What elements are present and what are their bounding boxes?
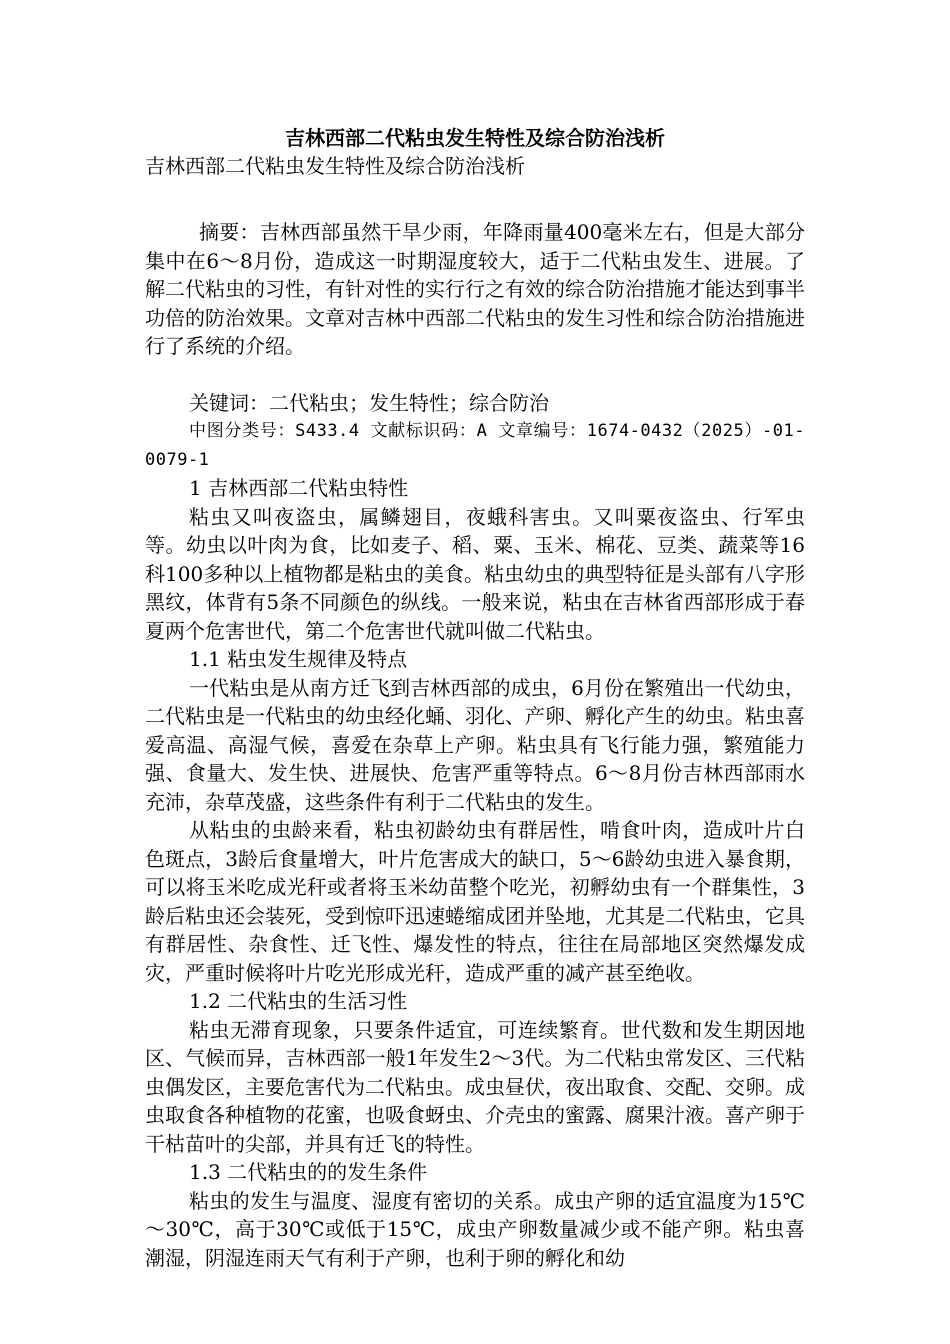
section-1-1-heading: 1.1 粘虫发生规律及特点 — [189, 647, 408, 671]
keywords-line: 关键词：二代粘虫；发生特性；综合防治 — [189, 390, 549, 415]
section-1-3-paragraph: 粘虫的发生与温度、湿度有密切的关系。成虫产卵的适宜温度为15℃～30℃，高于30℃或低于15℃，成虫产卵数量减少或不能产卵。粘虫喜潮湿，阴湿连雨天气有利于产卵，也利于卵的孵化和幼 — [145, 1188, 805, 1270]
classification-line: 中图分类号：S433.4 文献标识码：A 文章编号：1674-0432（2025）-01-0079-1 — [145, 421, 805, 470]
document-page — [145, 124, 805, 1272]
section-1-paragraph: 粘虫又叫夜盗虫，属鳞翅目，夜蛾科害虫。又叫粟夜盗虫、行军虫等。幼虫以叶肉为食，比如麦子、稻、粟、玉米、棉花、豆类、蔬菜等16科100多种以上植物都是粘虫的美食。粘虫幼虫的典型特征是头部有八字形黑纹，体背有5条不同颜色的纵线。一般来说，粘虫在吉林省西部形成于春夏两个危害世代，第二个危害世代就叫做二代粘虫。 — [145, 504, 805, 643]
section-1-heading: 1 吉林西部二代粘虫特性 — [189, 476, 409, 500]
section-1-1-paragraph-1: 一代粘虫是从南方迁飞到吉林西部的成虫，6月份在繁殖出一代幼虫，二代粘虫是一代粘虫的幼虫经化蛹、羽化、产卵、孵化产生的幼虫。粘虫喜爱高温、高湿气候，喜爱在杂草上产卵。粘虫具有飞行能力强，繁殖能力强、食量大、发生快、进展快、危害严重等特点。6～8月份吉林西部雨水充沛，杂草茂盛，这些条件有利于二代粘虫的发生。 — [145, 675, 805, 814]
section-1-2-paragraph: 粘虫无滞育现象，只要条件适宜，可连续繁育。世代数和发生期因地区、气候而异，吉林西部一般1年发生2～3代。为二代粘虫常发区、三代粘虫偶发区，主要危害代为二代粘虫。成虫昼伏，夜出取食、交配、交卵。成虫取食各种植物的花蜜，也吸食蚜虫、介壳虫的蜜露、腐果汁液。喜产卵于干枯苗叶的尖部，并具有迁飞的特性。 — [145, 1017, 805, 1156]
section-1-2-heading: 1.2 二代粘虫的生活习性 — [189, 989, 408, 1013]
document-title: 吉林西部二代粘虫发生特性及综合防治浅析 — [285, 126, 665, 150]
document-subtitle: 吉林西部二代粘虫发生特性及综合防治浅析 — [145, 154, 525, 178]
section-1-1-paragraph-2: 从粘虫的虫龄来看，粘虫初龄幼虫有群居性，啃食叶肉，造成叶片白色斑点，3龄后食量增大，叶片危害成大的缺口，5～6龄幼虫进入暴食期，可以将玉米吃成光秆或者将玉米幼苗整个吃光，初孵幼虫有一个群集性，3龄后粘虫还会装死，受到惊吓迅速蜷缩成团并坠地，尤其是二代粘虫，它具有群居性、杂食性、迁飞性、爆发性的特点，往往在局部地区突然爆发成灾，严重时候将叶片吃光形成光秆，造成严重的减产甚至绝收。 — [145, 818, 805, 985]
section-1-3-heading: 1.3 二代粘虫的的发生条件 — [189, 1160, 428, 1184]
abstract-paragraph: 摘要：吉林西部虽然干旱少雨，年降雨量400毫米左右，但是大部分集中在6～8月份，造成这一时期湿度较大，适于二代粘虫发生、进展。了解二代粘虫的习性，有针对性的实行行之有效的综合防治措施才能达到事半功倍的防治效果。文章对吉林中西部二代粘虫的发生习性和综合防治措施进行了系统的介绍。 — [145, 220, 805, 358]
